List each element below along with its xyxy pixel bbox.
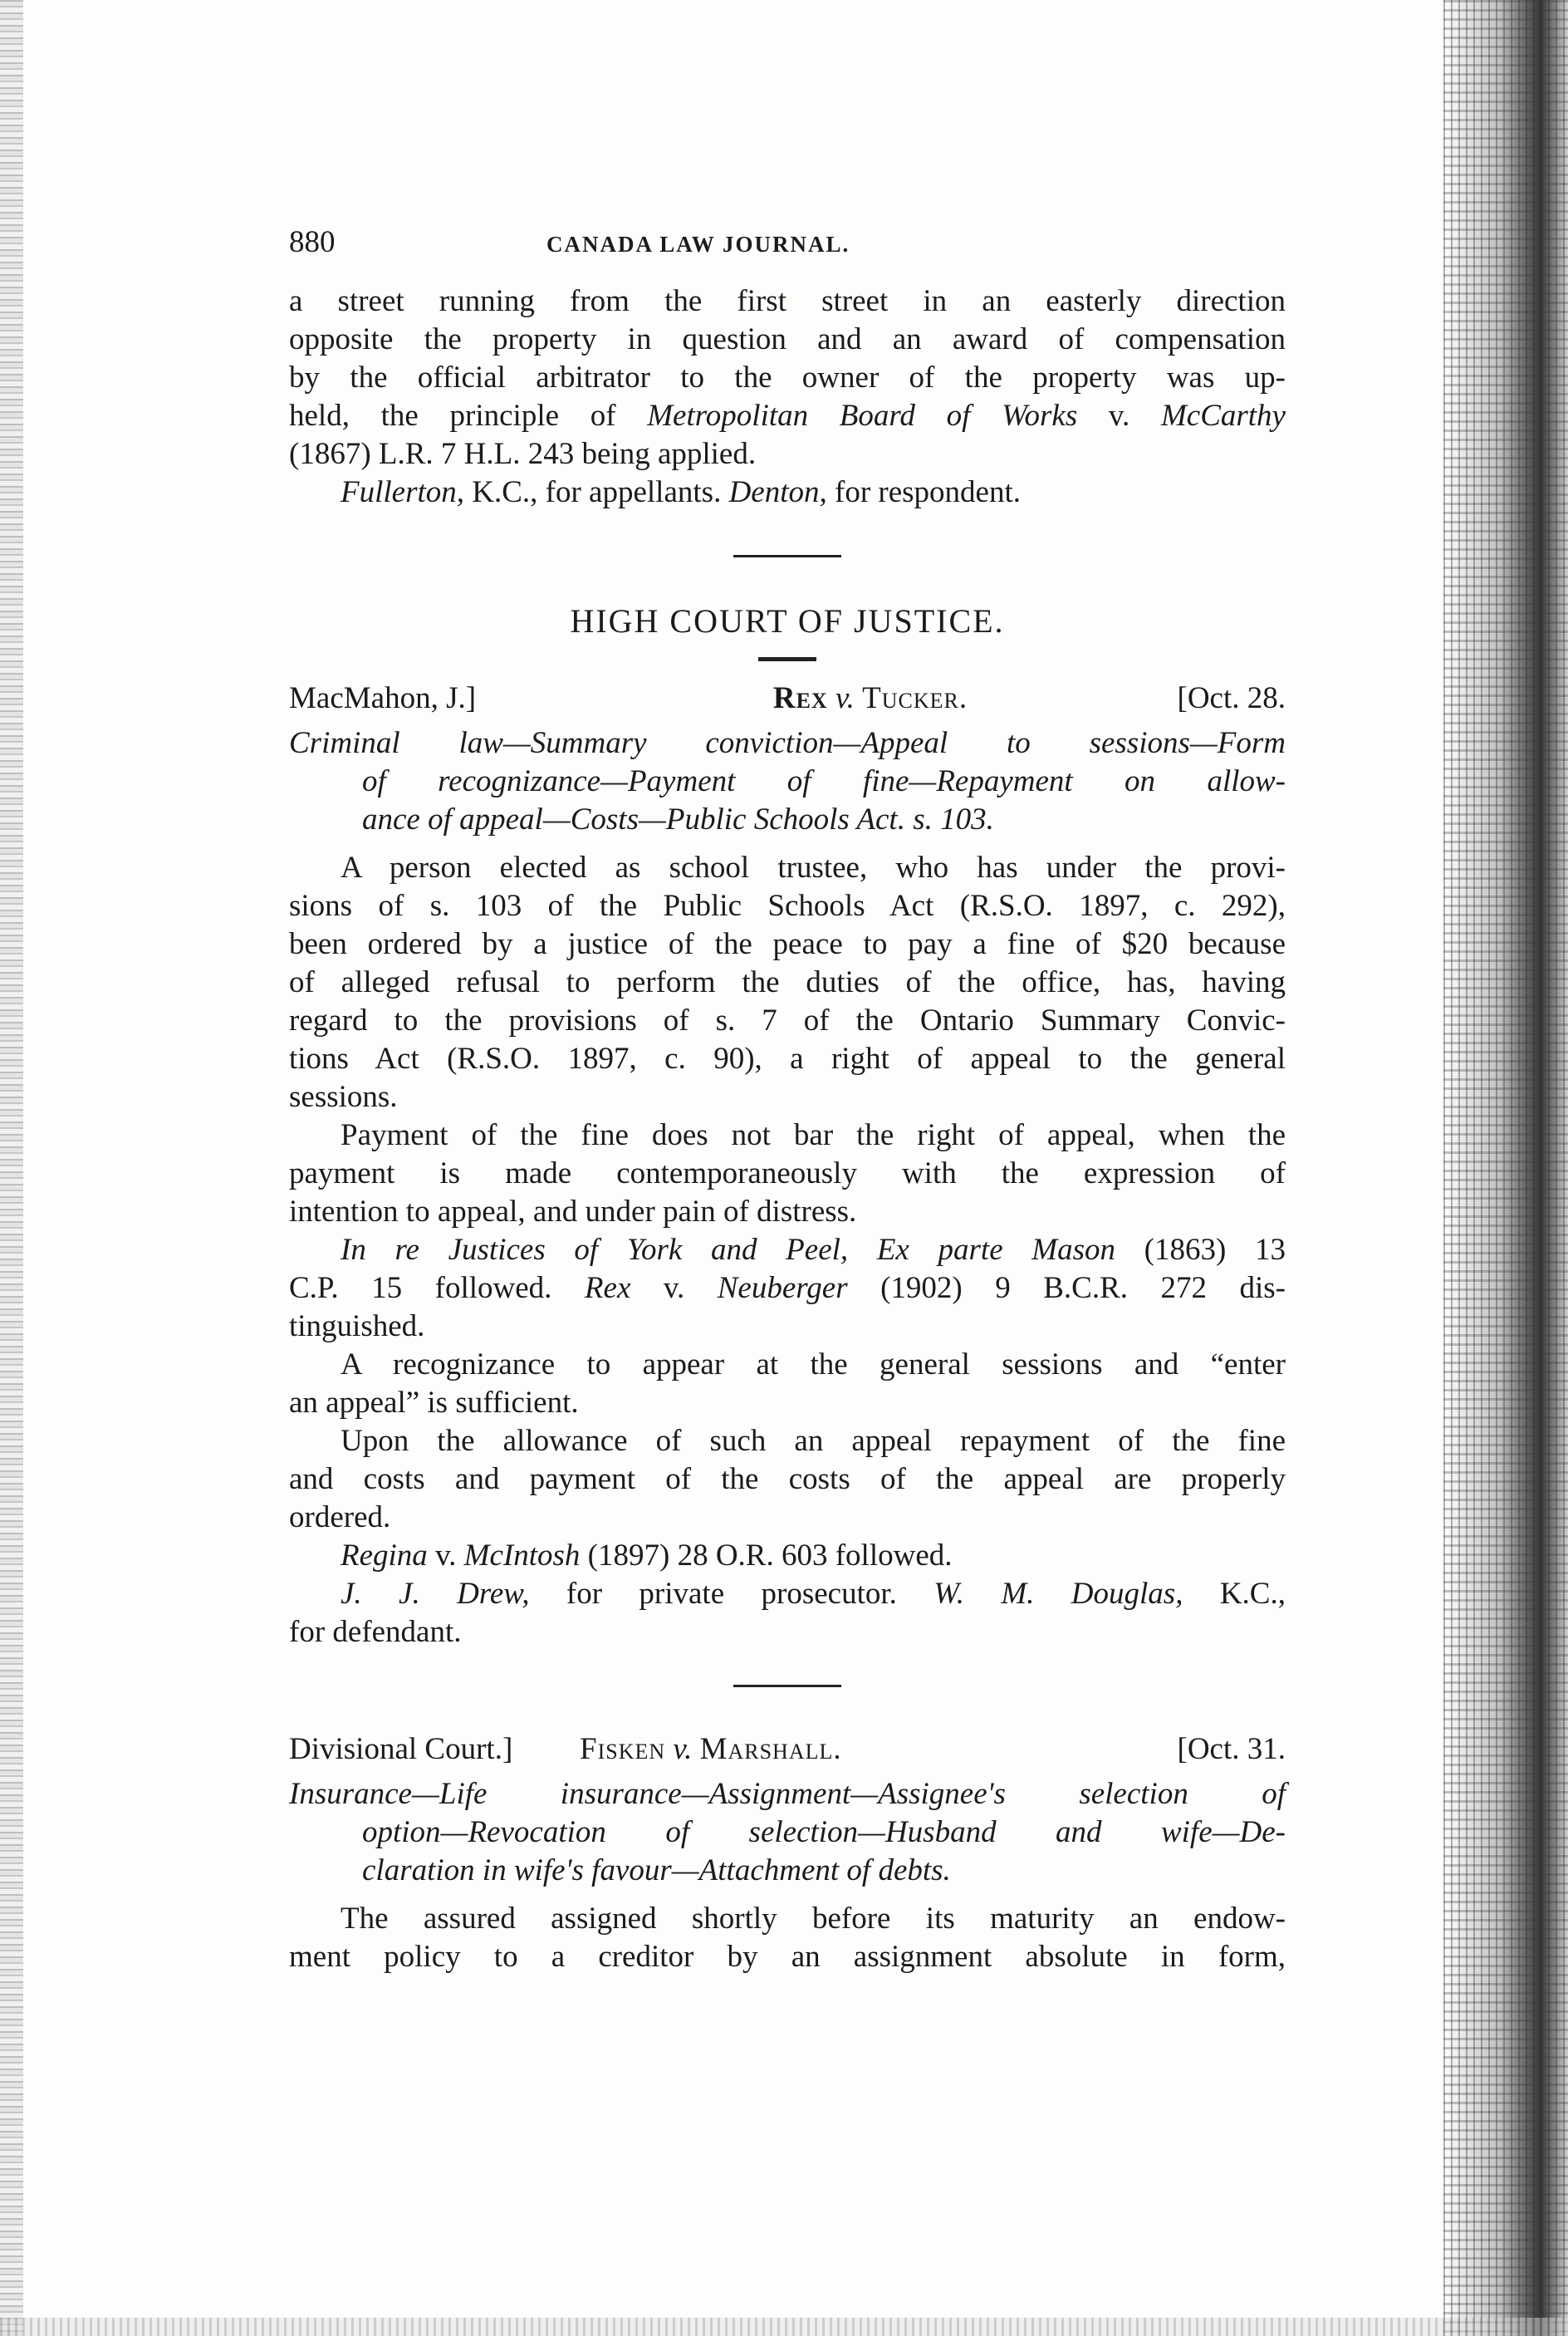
text-line: ment policy to a creditor by an assignment absolute in form, [289,1940,1286,1974]
case-caption [289,680,1286,718]
decision-date: [Oct. 28. [1177,681,1286,715]
case-name: McIntosh [463,1539,581,1573]
court-name: Divisional Court.] [289,1732,513,1766]
text-line: for defendant. [289,1615,462,1649]
text-run: v. [630,1271,718,1305]
running-head [289,224,1286,266]
party-name: Tucker. [862,681,968,715]
text-line: opposite the property in question and an award of compensation [289,322,1286,356]
left-edge-shadow [0,0,23,2336]
paragraph [289,849,1286,1116]
heading-rule [758,657,816,661]
text-run: v. [665,1732,700,1766]
text-line: of alleged refusal to perform the duties of the office, has, having [289,965,1286,999]
paragraph [289,1231,1286,1346]
text-line: The assured assigned shortly before its maturity an endow- [341,1902,1286,1936]
case-caption [289,1730,1286,1769]
section-divider [733,555,841,557]
text-line: claration in wife's favour—Attachment of debts. [362,1853,951,1887]
case-name: Regina [341,1539,428,1573]
party-name: Marshall. [699,1732,842,1766]
decision-date: [Oct. 31. [1177,1732,1286,1766]
text-line: and costs and payment of the costs of the appeal are properly [289,1462,1286,1496]
text-run: v. [427,1539,464,1573]
case-name: McCarthy [1160,399,1286,433]
paragraph [289,1116,1286,1231]
counsel-line [289,1575,1286,1613]
text-line: A recognizance to appear at the general sessions and “enter [341,1347,1286,1381]
counsel-line [289,474,1286,512]
text-line [289,1231,1286,1269]
paragraph [289,1346,1286,1422]
party-name: Fisken [580,1732,666,1766]
text-line: option—Revocation of selection—Husband and wife—De- [362,1815,1286,1849]
text-run: held, the principle of [289,399,648,433]
text-line: ordered. [289,1500,391,1534]
journal-title: CANADA LAW JOURNAL. [546,232,850,257]
counsel-name: Fullerton, [341,475,465,509]
paragraph [289,1900,1286,1976]
text-line: A person elected as school trustee, who has under the provi- [341,851,1286,885]
paragraph [289,1422,1286,1537]
case-title [605,680,1136,718]
text-line: tions Act (R.S.O. 1897, c. 90), a right of appeal to the general [289,1042,1286,1076]
counsel-name: W. M. Douglas, [933,1577,1183,1611]
text-run: for private prosecutor. [529,1577,934,1611]
headnote [289,724,1286,839]
counsel-name: J. J. Drew, [341,1577,530,1611]
text-run: for respondent. [826,475,1021,509]
text-line: intention to appeal, and under pain of distress. [289,1195,857,1229]
case-name: Metropolitan Board of Works [647,399,1078,433]
text-line: Upon the allowance of such an appeal repayment of the fine [341,1424,1286,1458]
text-line: ance of appeal—Costs—Public Schools Act. s. 103. [362,802,994,837]
text-run: v. [827,681,863,715]
headnote [289,1775,1286,1890]
bottom-edge-noise [0,2318,1568,2336]
section-divider [733,1685,841,1687]
text-run: K.C., [1183,1577,1286,1611]
opening-paragraph [289,282,1286,512]
text-line: been ordered by a justice of the peace to pay a fine of $20 because [289,927,1286,961]
text-line: sions of s. 103 of the Public Schools Act (R.S.O. 1897, c. 292), [289,889,1286,923]
text-line: of recognizance—Payment of fine—Repayment on allow- [362,764,1286,798]
page-number: 880 [289,225,336,259]
case-name: Neuberger [717,1271,848,1305]
text-run: (1902) 9 B.C.R. 272 dis- [847,1271,1286,1305]
court-heading: HIGH COURT OF JUSTICE. [570,602,1005,640]
paragraph [289,1537,1286,1575]
text-run: (1897) 28 O.R. 603 followed. [580,1539,953,1573]
case-name: Rex [584,1271,631,1305]
judge-name: MacMahon, J.] [289,681,477,715]
text-line: sessions. [289,1080,398,1114]
text-line: regard to the provisions of s. 7 of the Ontario Summary Convic- [289,1004,1286,1038]
text-run: v. [1077,399,1161,433]
party-name: Rex [772,681,828,715]
case-title [571,1730,1136,1769]
text-line: Payment of the fine does not bar the right of appeal, when the [341,1118,1286,1152]
text-run: (1863) 13 [1115,1233,1286,1267]
counsel-paragraph [289,1575,1286,1651]
text-line [289,1537,1286,1575]
text-line [289,1269,1286,1308]
counsel-name: Denton, [728,475,827,509]
text-line: by the official arbitrator to the owner of the property was up- [289,361,1286,395]
text-line: payment is made contemporaneously with the expression of [289,1156,1286,1190]
right-edge-shadow [1443,0,1568,2336]
text-run: K.C., for appellants. [464,475,729,509]
text-line: Criminal law—Summary conviction—Appeal to sessions—Form [289,726,1286,760]
text-line: Insurance—Life insurance—Assignment—Assignee's selection of [289,1777,1286,1811]
page-content [289,224,1286,1976]
case-name: In re Justices of York and Peel, Ex parte Mason [341,1233,1116,1267]
text-line: tinguished. [289,1309,425,1343]
text-line: a street running from the first street in an easterly direction [289,284,1286,318]
text-run: C.P. 15 followed. [289,1271,585,1305]
text-line: (1867) L.R. 7 H.L. 243 being applied. [289,437,757,471]
text-line [289,397,1286,435]
text-line: an appeal” is sufficient. [289,1386,579,1420]
